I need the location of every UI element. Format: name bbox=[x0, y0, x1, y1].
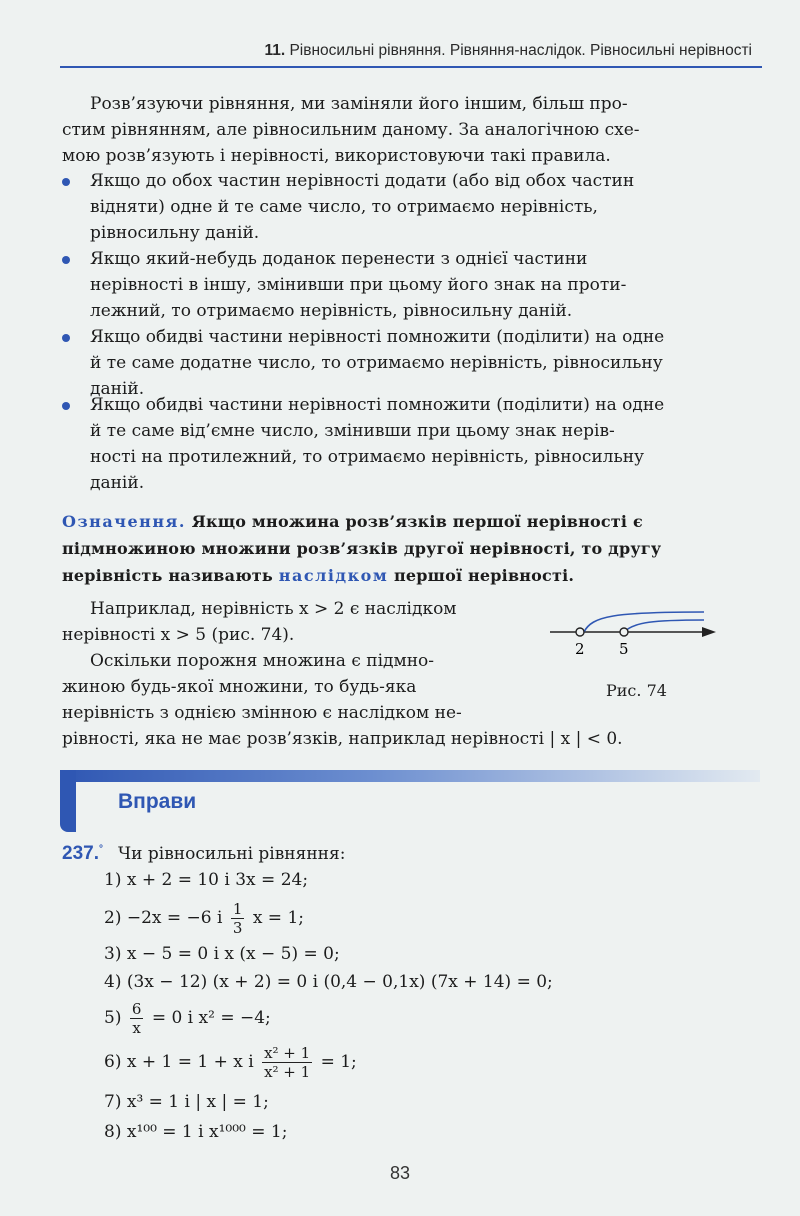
item-6-right: = 1; bbox=[320, 1052, 357, 1072]
definition-line-3 bbox=[62, 562, 754, 589]
rule-3-line-2: й те саме додатне число, то отримаємо нерівність, рівносильну bbox=[90, 353, 663, 373]
rule-1-line-3: рівносильну даній. bbox=[90, 223, 260, 243]
intro-line-2: стим рівнянням, але рівносильним даному. За аналогічною схе- bbox=[62, 120, 640, 140]
exercise-item-4: 4) (3x − 12) (x + 2) = 0 і (0,4 − 0,1x) (7x + 14) = 0; bbox=[104, 972, 553, 992]
exercise-item-8: 8) x¹⁰⁰ = 1 і x¹⁰⁰⁰ = 1; bbox=[104, 1122, 288, 1142]
exercise-item-7: 7) x³ = 1 і | x | = 1; bbox=[104, 1092, 269, 1112]
intro-line-1: Розв’язуючи рівняння, ми заміняли його іншим, більш про- bbox=[90, 94, 628, 114]
fraction-numerator: x² + 1 bbox=[264, 1044, 311, 1062]
bullet-3 bbox=[62, 334, 70, 342]
example-line-1: Наприклад, нерівність x > 2 є наслідком bbox=[90, 599, 457, 619]
running-header bbox=[60, 38, 762, 68]
fraction-x2plus1 bbox=[262, 1044, 312, 1081]
rule-4-line-2: й те саме від’ємне число, змінивши при цьому знак нерів- bbox=[90, 421, 615, 441]
definition-text-3b: першої нерівності. bbox=[394, 566, 575, 585]
example-line-2: нерівності x > 5 (рис. 74). bbox=[62, 625, 295, 645]
number-line-arrow-icon bbox=[702, 627, 716, 637]
example-line-5: нерівність з однією змінною є наслідком не- bbox=[62, 703, 462, 723]
section-bar-side bbox=[60, 770, 76, 832]
fraction-numerator: 1 bbox=[232, 900, 243, 918]
exercise-item-1: 1) x + 2 = 10 і 3x = 24; bbox=[104, 870, 309, 890]
exercise-item-6 bbox=[104, 1044, 357, 1081]
section-bar-gradient bbox=[60, 770, 760, 782]
definition-line-2: підмножиною множини розв’язків другої нерівності, то другу bbox=[62, 539, 662, 558]
rule-1-line-1: Якщо до обох частин нерівності додати (або від обох частин bbox=[90, 171, 635, 191]
intro-line-3: мою розв’язують і нерівності, використовуючи такі правила. bbox=[62, 146, 611, 166]
page-number: 83 bbox=[389, 1163, 411, 1183]
definition-text-3a: нерівність називають bbox=[62, 566, 273, 585]
definition-label: Означення. bbox=[62, 512, 186, 531]
exercise-item-3: 3) x − 5 = 0 і x (x − 5) = 0; bbox=[104, 944, 340, 964]
rule-2-line-1: Якщо який-небудь доданок перенести з однієї частини bbox=[90, 249, 588, 269]
fraction-numerator: 6 bbox=[131, 1000, 142, 1018]
interval-arc-x-gt-2 bbox=[584, 612, 704, 632]
example-line-3: Оскільки порожня множина є підмно- bbox=[90, 651, 435, 671]
bullet-2 bbox=[62, 256, 70, 264]
rule-4-line-4: даній. bbox=[90, 473, 145, 493]
rule-2-line-2: нерівності в іншу, змінивши при цьому його знак на проти- bbox=[90, 275, 627, 295]
header-number: 11. bbox=[264, 42, 286, 59]
exercise-item-5 bbox=[104, 1000, 271, 1037]
rule-3-line-1: Якщо обидві частини нерівності помножити (поділити) на одне bbox=[90, 327, 665, 347]
fraction-denominator: x bbox=[132, 1019, 141, 1037]
rule-1-line-2: відняти) одне й те саме число, то отримаємо нерівність, bbox=[90, 197, 598, 217]
definition-term: наслідком bbox=[278, 566, 389, 585]
item-6-left: 6) x + 1 = 1 + x і bbox=[104, 1052, 254, 1072]
label-5: 5 bbox=[619, 640, 629, 658]
header-text bbox=[264, 42, 752, 60]
open-point-5 bbox=[620, 628, 628, 636]
item-5-right: = 0 і x² = −4; bbox=[151, 1008, 271, 1028]
label-2: 2 bbox=[575, 640, 585, 658]
exercise-number bbox=[62, 843, 103, 865]
fraction-denominator: x² + 1 bbox=[264, 1063, 311, 1081]
figure-caption: Рис. 74 bbox=[606, 681, 667, 700]
rule-2-line-3: лежний, то отримаємо нерівність, рівносильну даній. bbox=[90, 301, 573, 321]
open-point-2 bbox=[576, 628, 584, 636]
fraction-denominator: 3 bbox=[232, 919, 243, 937]
exercise-difficulty-mark: ° bbox=[98, 843, 103, 855]
fraction-one-third bbox=[231, 900, 245, 937]
interval-arc-x-gt-5 bbox=[624, 620, 704, 632]
exercise-item-2 bbox=[104, 900, 304, 937]
exercise-number-text: 237. bbox=[62, 843, 99, 864]
item-2-left: 2) −2x = −6 і bbox=[104, 908, 223, 928]
exercise-question: Чи рівносильні рівняння: bbox=[118, 844, 346, 864]
example-line-6: рівності, яка не має розв’язків, наприклад нерівності | x | < 0. bbox=[62, 729, 623, 749]
rule-3-line-3: даній. bbox=[90, 379, 145, 399]
fraction-six-over-x bbox=[130, 1000, 144, 1037]
rule-4-line-1: Якщо обидві частини нерівності помножити (поділити) на одне bbox=[90, 395, 665, 415]
number-line-figure bbox=[544, 596, 724, 666]
bullet-4 bbox=[62, 402, 70, 410]
rule-4-line-3: ності на протилежний, то отримаємо нерівність, рівносильну bbox=[90, 447, 645, 467]
item-5-left: 5) bbox=[104, 1008, 122, 1028]
example-line-4: жиною будь-якої множини, то будь-яка bbox=[62, 677, 417, 697]
section-title: Вправи bbox=[118, 790, 197, 813]
item-2-right: x = 1; bbox=[252, 908, 304, 928]
definition-text-1: Якщо множина розв’язків першої нерівності є bbox=[191, 512, 643, 531]
definition-line-1 bbox=[62, 508, 754, 535]
header-title: Рівносильні рівняння. Рівняння-наслідок. Рівносильні нерівності bbox=[289, 42, 752, 59]
bullet-1 bbox=[62, 178, 70, 186]
